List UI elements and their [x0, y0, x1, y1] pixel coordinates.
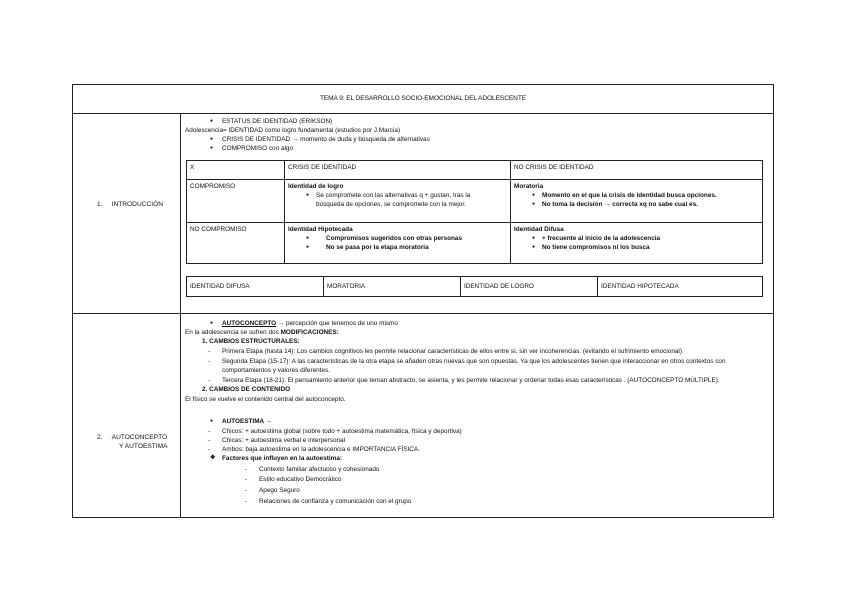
stage-1: - Primera Etapa (hasta 14): Los cambios cognitivos les permite relacionar características de ellos entre sí, sin ver incoherencias. (evitando el sufrimiento emocional) — [222, 347, 682, 356]
factors-heading: ❖ Factores que influyen en la autoestima: — [222, 454, 342, 463]
autoestima-girls: - Chicas: + autoestima verbal e interpersonal — [222, 436, 345, 445]
cell-title: Identidad Difusa — [514, 226, 564, 233]
table-header: NO CRISIS DE IDENTIDAD — [511, 161, 763, 180]
content-changes-line: El físico se vuelve el contenido central del autoconcepto. — [185, 396, 346, 403]
structural-changes-heading: 1. CAMBIOS ESTRUCTURALES: — [202, 338, 300, 345]
table-cell — [285, 180, 511, 223]
autoestima-both: - Ambos: baja autoestima en la adolescencia e IMPORTANCIA FÍSICA. — [222, 445, 420, 454]
autoconcepto-title: AUTOCONCEPTO — [222, 320, 277, 327]
table-row — [187, 277, 763, 297]
cell-item: ● Compromisos sugeridos con otras personas — [288, 234, 507, 243]
section-title: INTRODUCCIÓN — [111, 201, 163, 208]
factor-item: - Estilo educativo Democrático — [259, 475, 341, 484]
table-cell — [511, 180, 763, 223]
intro-bullet-commitment: ● COMPROMISO con algo — [222, 144, 293, 153]
factor-item: - Contexto familiar afectuoso y cohesionado — [259, 465, 379, 474]
cell-item: ● Se compromete con las alternativas q + gustan, tras la — [288, 191, 507, 200]
stage-2-continued: comportamientos y valores diferentes. — [222, 367, 330, 374]
intro-bullet-crisis: ● CRISIS DE IDENTIDAD → momento de duda y búsqueda de alternativas — [222, 135, 430, 144]
intro-emphasis: MODIFICACIONES: — [280, 329, 339, 336]
cell-item: ● No toma la decisión → correcta xq no sabe cual es. — [514, 200, 759, 209]
table-row — [187, 180, 763, 223]
table-header: CRISIS DE IDENTIDAD — [285, 161, 511, 180]
autoconcepto-bullet — [222, 319, 398, 328]
table-cell — [511, 223, 763, 264]
table-header-row — [187, 161, 763, 180]
section-2-label — [97, 433, 168, 451]
cell-title: Identidad Hipotecada — [288, 226, 353, 233]
cell-item: ● No tiene compromisos ni los busca — [514, 243, 759, 252]
autoconcepto-definition: → percepción que tenemos de uno mismo — [276, 320, 398, 327]
row-label: COMPROMISO — [187, 180, 285, 223]
divider — [73, 113, 773, 114]
sequence-cell: MORATORIA — [324, 277, 461, 297]
sequence-cell: IDENTIDAD DIFUSA — [187, 277, 324, 297]
stage-2: - Segunda Etapa (15-17): A las características de la otra etapa se añaden otras nuevas que son opuestas. Ya que los adolescentes tienen que interaccionar en otros contextos con — [222, 357, 726, 366]
cell-item: ● No se pasa por la etapa moratoria — [288, 243, 507, 252]
section-number: 1. — [97, 201, 103, 208]
factor-item: - Relaciones de confianza y comunicación con el grupo — [259, 497, 411, 506]
row-label: NO COMPROMISO — [187, 223, 285, 264]
column-divider — [180, 113, 181, 517]
autoconcepto-intro — [185, 328, 339, 337]
table-cell — [285, 223, 511, 264]
cell-item: ● + frecuente al inicio de la adolescencia — [514, 234, 759, 243]
document-title: TEMA 9: EL DESARROLLO SOCIO-EMOCIONAL DEL ADOLESCENTE — [319, 95, 527, 102]
divider — [73, 313, 773, 314]
intro-line: Adolescencia= IDENTIDAD como logro fundamental (estudios por J.Marcia) — [185, 127, 401, 134]
cell-item: ● Momento en el que la crisis de identidad busca opciones. — [514, 191, 759, 200]
autoestima-boys: - Chicos: + autoestima global (sobre todo + autoestima matemática, física y deportiva) — [222, 427, 462, 436]
intro-bullet-status: ● ESTATUS DE IDENTIDAD (ERIKSON) — [222, 117, 332, 126]
section-number: 2. — [97, 434, 103, 441]
document-frame — [72, 84, 774, 518]
identity-sequence-table — [186, 276, 763, 297]
identity-status-table — [186, 160, 763, 264]
content-changes-heading: 2. CAMBIOS DE CONTENIDO — [202, 386, 291, 393]
table-header: X — [187, 161, 285, 180]
factor-item: - Apego Seguro — [259, 486, 300, 495]
cell-title: Identidad de logro — [288, 183, 344, 190]
stage-3: - Tercera Etapa (18-21): El pensamiento anterior que tenían abstracto, se asienta, y les permite relacionar y ordenar todas esas características . (AUTOCONCEPTO MÚLTIPLE). — [222, 376, 720, 385]
cell-title: Moratoria — [514, 183, 544, 190]
table-row — [187, 223, 763, 264]
section-1-label — [97, 200, 163, 209]
autoestima-bullet: ● AUTOESTIMA → — [222, 417, 272, 426]
cell-item-continued: búsqueda de opciones, se compromete con la mejor. — [316, 201, 466, 208]
section-title-line2: Y AUTOESTIMA — [119, 443, 168, 450]
sequence-cell: IDENTIDAD DE LOGRO — [461, 277, 598, 297]
sequence-cell: IDENTIDAD HIPOTECADA — [598, 277, 763, 297]
section-title: AUTOCONCEPTO — [111, 434, 168, 441]
intro-text: En la adolescencia se sufren dos — [185, 329, 281, 336]
